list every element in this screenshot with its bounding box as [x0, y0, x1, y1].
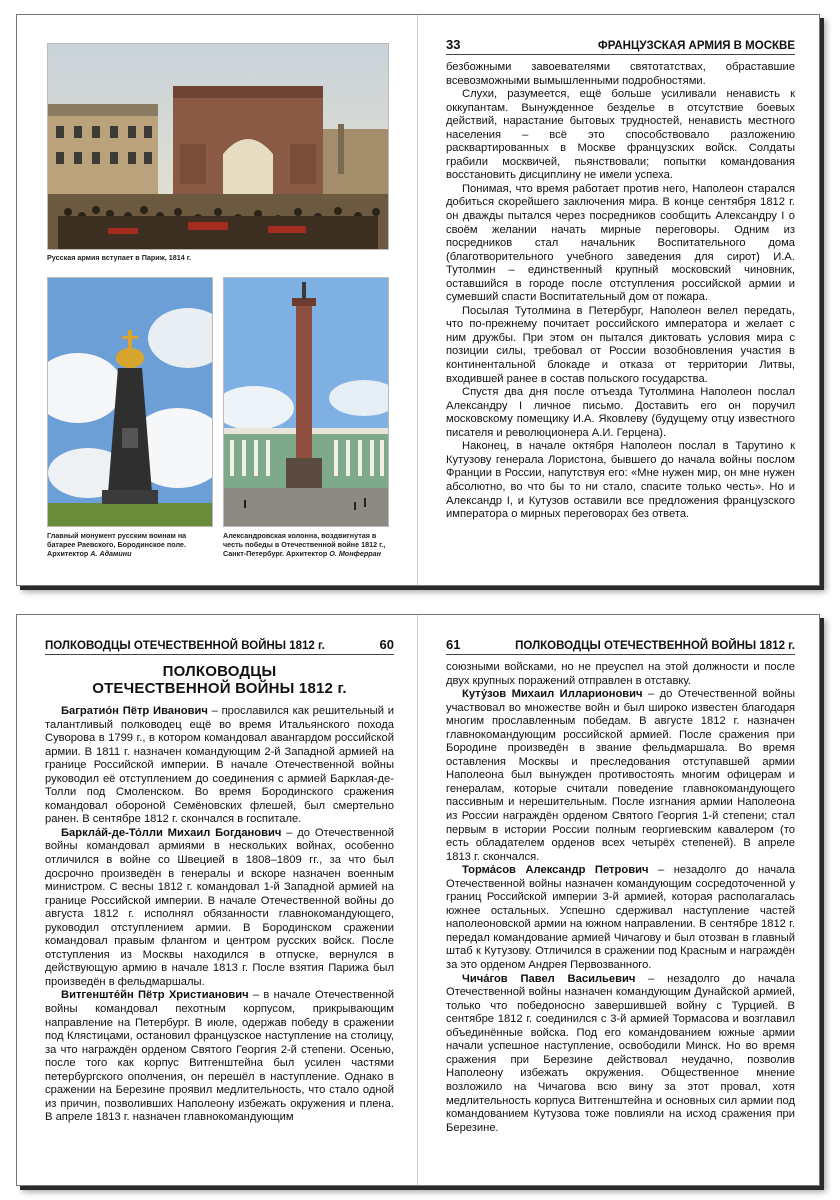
- entry-chichagov: Чича́гов Павел Васильевич – незадолго до начала Отечественной войны назначен командующим Дунайской армией, только что победоносно завершившей войну с Турцией. В сентябре 1812 г. соединился с 3-й армией Тормасова и возглавил объединённые войска. Под его командованием южные армии начали успешное наступление, освободили Минск. Но во время сражения при Березине действовал неудачно, позволив Наполеону избежать окружения. Общественное мнение возложило на Чичагова всю вину за этот провал, хотя медлительность корпуса Витгенштейна и основных сил армии под командованием Кутузова тоже повлияли на исход сражения при Березине.: [446, 972, 796, 1134]
- page-60: [17, 615, 418, 1185]
- running-head: [45, 637, 394, 655]
- page-number: 60: [379, 637, 394, 652]
- caption-alexander-column: Александровская колонна, воздвигнутая в честь победы в Отечественной войне 1812 г., Санкт-Петербург. Архитектор О. Монферран: [223, 531, 386, 558]
- body-text: [45, 661, 394, 1125]
- entry-bagration: Багратио́н Пётр Иванович – прославился как решительный и талантливый полководец ещё во время Итальянского похода Суворова в 1799 г., в котором командовал авангардом российской армии. В 1811 г. назначен командующим 2-й Западной армией на границе Российской империи. В начале Отечественной войны руководил её отступлением до соединения с армией Барклая-де-Толли под Смоленском. Во время Бородинского сражения командовал обороной Семёновских флешей, был смертельно ранен. В сентябре 1812 г. скончался в госпитале.: [45, 705, 394, 826]
- page-61: [418, 615, 819, 1185]
- paragraph: безбожными завоевателями святотатствах, обраставшие всевозможными вымышленными подробностями.: [446, 61, 795, 87]
- paragraph: Наконец, в начале октября Наполеон послал в Тарутино к Кутузову генерала Лористона, бывшего до начала войны послом Франции в России, напутствуя его: «Мне нужен мир, он мне нужен абсолютно, во что бы то ни стало, спасите только честь». Но и Александр I, и Кутузов оставили все предложения французского императора о мирных переговорах без ответа.: [446, 440, 795, 521]
- entry-wittgenstein: Витгенште́йн Пётр Христианович – в начале Отечественной войны командовал пехотным корпусом, прикрывающим направление на Петербург. В июле, одержав победу в сражении под Клястицами, остановил французское наступление на столицу, за что награждён орденом Святого Георгия 2-й степени. Осенью, после того как корпус Витгенштейна был усилен частями петербургского ополчения, он перешёл в наступление. Однако в сражении на Березине проявил медлительность, что стало одной из причин, позволивших Наполеону избежать окружения и плена. В апреле 1813 г. назначен главнокомандующим: [45, 989, 394, 1124]
- paris-arch-painting: [47, 43, 389, 250]
- running-title: ПОЛКОВОДЦЫ ОТЕЧЕСТВЕННОЙ ВОЙНЫ 1812 г.: [45, 640, 325, 652]
- paragraph: Спустя два дня после отъезда Тутолмина Наполеон послал Александру I личное письмо. Доставить его он поручил московскому помещику И.А. Яковлеву (будущему отцу известного писателя и революционера А.И. Герцена).: [446, 386, 795, 439]
- page-number: 33: [446, 37, 461, 52]
- page-32-illustrations: [17, 15, 418, 585]
- paragraph: Слухи, разумеется, ещё больше усиливали ненависть к оккупантам. Вынужденное безделье в отсутствие боевых действий, нарастание бытовых трудностей, ненависть местного населения – всё это способствовало разложению расквартированных в Москве французских войск. Солдаты грабили москвичей, пьянствовали; попытки командования восстановить дисциплину не имели успеха.: [446, 88, 795, 182]
- chapter-heading: ПОЛКОВОДЦЫ ОТЕЧЕСТВЕННОЙ ВОЙНЫ 1812 г.: [92, 663, 347, 697]
- running-title: ПОЛКОВОДЦЫ ОТЕЧЕСТВЕННОЙ ВОЙНЫ 1812 г.: [515, 640, 795, 652]
- entry-barclay: Баркла́й-де-То́лли Михаил Богданович – до Отечественной войны командовал армиями в нескольких войнах, особенно отличился в войне со Швецией в 1808–1809 гг., за что был досрочно произведён в генералы и вскоре назначен военным министром. С весны 1812 г. командовал 1-й Западной армией на границе Российской империи. В начале Отечественной войны до августа 1812 г. исполнял обязанности главнокомандующего, руководил отступлением армии. В Бородинском сражении командовал правым флангом и центром русских войск. После отступления из Москвы находился в отпуске, вернулся в действующую армию в начале 1813 г. После взятия Парижа был произведён в фельдмаршалы.: [45, 826, 395, 988]
- book-spread-bottom: [16, 614, 820, 1186]
- running-head: [446, 637, 795, 655]
- paragraph: Понимая, что время работает против него, Наполеон старался добиться скорейшего заключения мира. В конце сентября 1812 г. он дважды пытался через посредников сообщить Александру I о своём желании начать мирные переговоры. Одним из посредников стал начальник Воспитательного дома (благотворительного учебного заведения для сирот) И.А. Тутолмин – единственный крупный московский чиновник, оставшийся в городе после отступления российской армии и сумевший спасти Воспитательный дом от пожара.: [446, 182, 795, 304]
- caption-borodino-monument: Главный монумент русским воинам на батарее Раевского, Бородинское поле. Архитектор А. Адамини: [47, 531, 187, 558]
- body-text: [446, 661, 795, 1135]
- entry-kutuzov: Куту́зов Михаил Илларионович – до Отечественной войны участвовал во множестве войн и был широко известен благодаря многим прославленным победам. В августе 1812 г. назначен главнокомандующим российской армией. После сражения при Бородине произведён в звание фельдмаршала. Во время оставления Москвы и преследования отступавшей армии Наполеона был вынужден противостоять многим офицерам и генералам, которые считали поведение главнокомандующего пассивным и нерешительным. После изгнания армии Наполеона из России награждён орденом Святого Георгия 1-й степени; стал первым в истории России полным георгиевским кавалером (то есть обладателем орденов всех четырёх степеней). В апреле 1813 г. скончался.: [446, 688, 795, 863]
- caption-paris: Русская армия вступает в Париж, 1814 г.: [47, 253, 192, 262]
- paragraph: Посылая Тутолмина в Петербург, Наполеон велел передать, что по-прежнему почитает российского императора и желает с ним дружбы. При этом он пытался диктовать условия мира с позиции силы, требовал от России возобновления участия в континентальной блокаде и отказа от территории Литвы, входившей ранее в состав польского государства.: [446, 304, 795, 385]
- running-head: [446, 37, 795, 55]
- entry-tormasov: Торма́сов Александр Петрович – незадолго до начала Отечественной войны назначен командующим сосредоточенной у границ Российской империи 3-й армией, которая располагалась южнее остальных. Успешно сдерживал наступление частей наполеоновской армии на южном направлении. В сентябре 1812 г. передал командование армией Чичагову и был отозван в главный штаб к Кутузову. Отличился в сражении под Красным и награждён за это орденом Андрея Первозванного.: [446, 864, 795, 972]
- paragraph-continuation: союзными войсками, но не преуспел на этой должности и после двух крупных поражений отправлен в отставку.: [446, 661, 795, 687]
- page-33: [418, 15, 819, 585]
- borodino-monument-photo: [47, 277, 213, 527]
- page-number: 61: [446, 637, 461, 652]
- running-title: ФРАНЦУЗСКАЯ АРМИЯ В МОСКВЕ: [597, 40, 795, 52]
- alexander-column-photo: [223, 277, 389, 527]
- body-text: [446, 61, 795, 522]
- book-spread-top: [16, 14, 820, 586]
